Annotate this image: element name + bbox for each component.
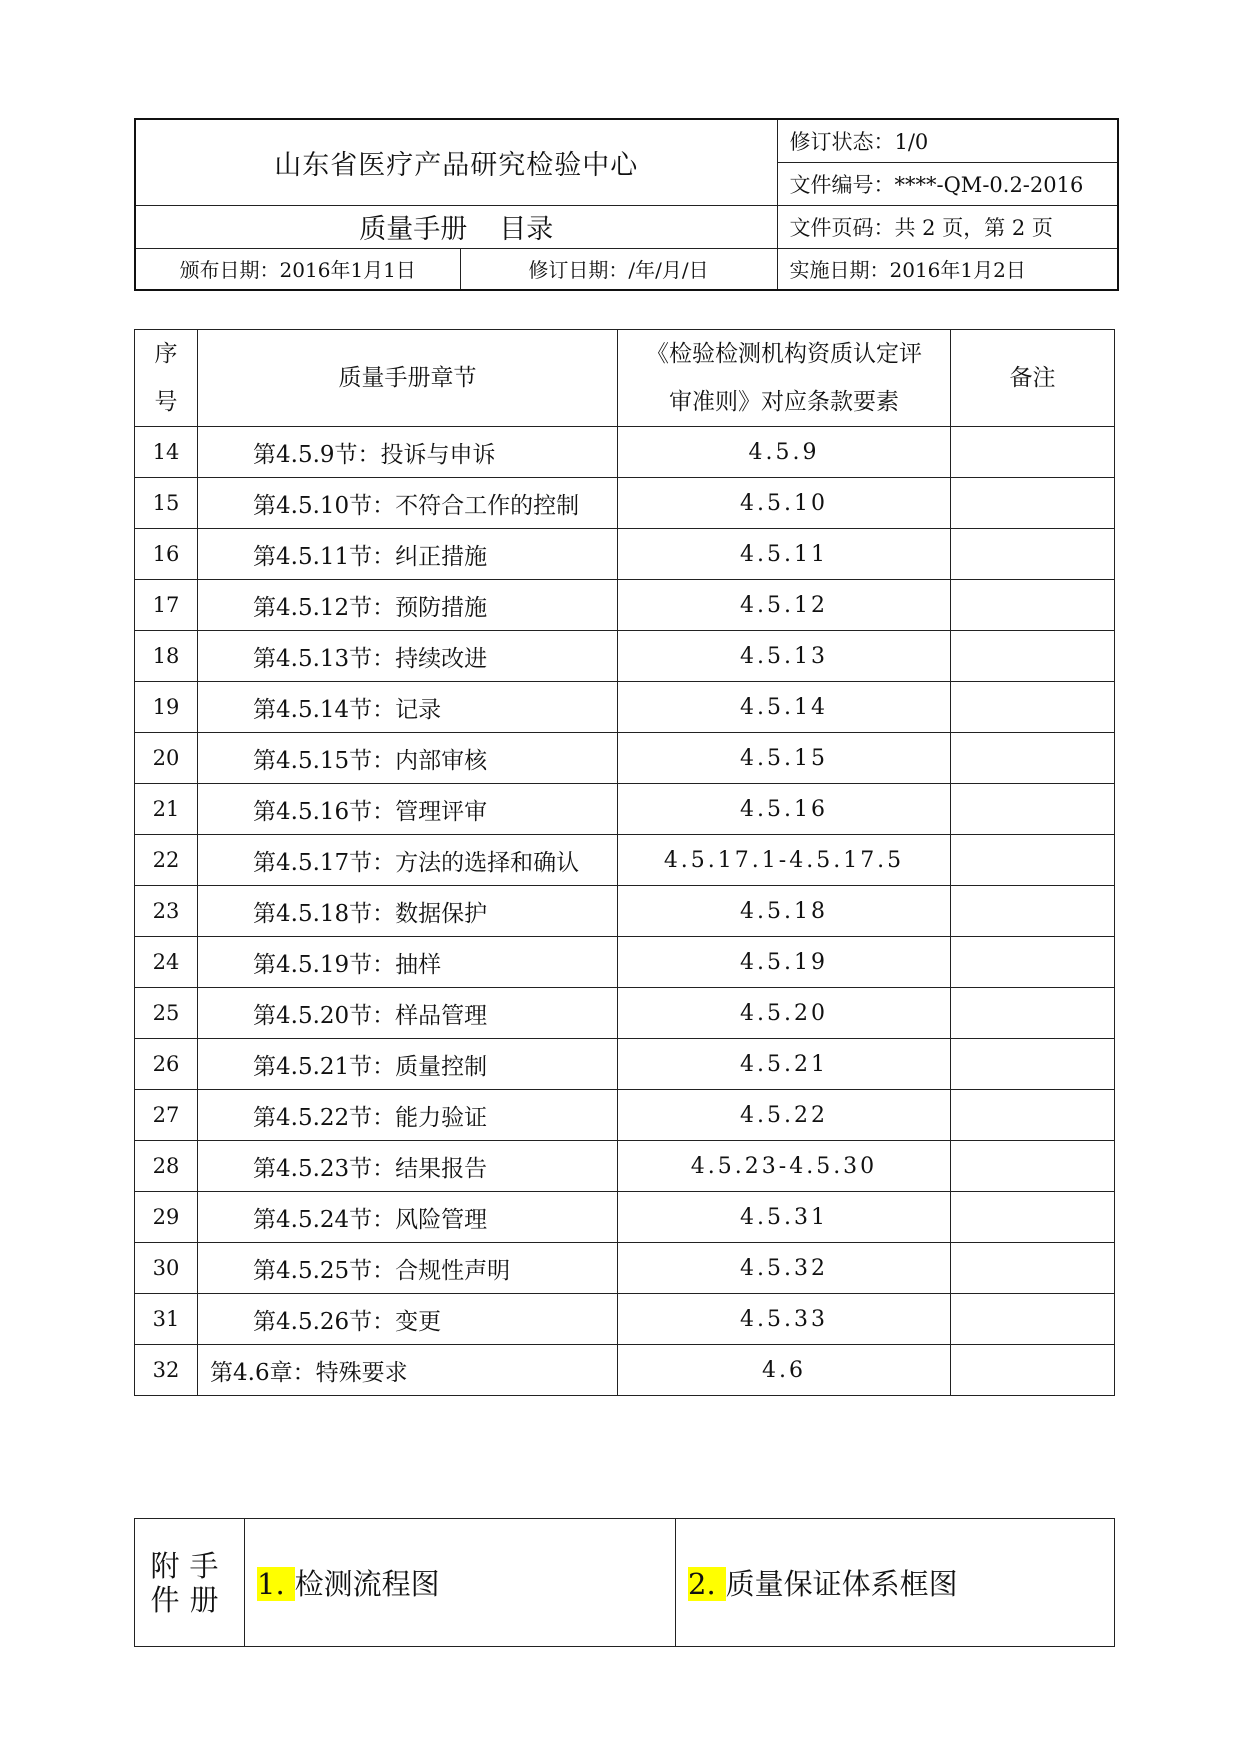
row-section-title: 第4.5.20节：样品管理 bbox=[198, 988, 618, 1039]
table-row bbox=[135, 631, 1115, 682]
row-clause: 4.5.23-4.5.30 bbox=[618, 1141, 951, 1192]
row-clause: 4.5.21 bbox=[618, 1039, 951, 1090]
row-remark bbox=[951, 1192, 1115, 1243]
row-remark bbox=[951, 886, 1115, 937]
row-remark bbox=[951, 529, 1115, 580]
row-section-title: 第4.5.9节：投诉与申诉 bbox=[198, 427, 618, 478]
row-remark bbox=[951, 682, 1115, 733]
row-clause: 4.5.20 bbox=[618, 988, 951, 1039]
row-section-title: 第4.5.19节：抽样 bbox=[198, 937, 618, 988]
row-remark bbox=[951, 1141, 1115, 1192]
row-number: 26 bbox=[135, 1039, 198, 1090]
row-remark bbox=[951, 988, 1115, 1039]
row-section-title: 第4.5.21节：质量控制 bbox=[198, 1039, 618, 1090]
row-clause: 4.5.9 bbox=[618, 427, 951, 478]
page-info: 文件页码：共 2 页，第 2 页 bbox=[777, 205, 1118, 248]
table-row bbox=[135, 682, 1115, 733]
row-clause: 4.5.33 bbox=[618, 1294, 951, 1345]
row-section-title: 第4.5.26节：变更 bbox=[198, 1294, 618, 1345]
row-remark bbox=[951, 631, 1115, 682]
table-row bbox=[135, 1090, 1115, 1141]
row-clause: 4.5.15 bbox=[618, 733, 951, 784]
row-remark bbox=[951, 1345, 1115, 1396]
table-row bbox=[135, 835, 1115, 886]
table-row bbox=[135, 1192, 1115, 1243]
row-remark bbox=[951, 784, 1115, 835]
table-row bbox=[135, 529, 1115, 580]
appendix-label: 附手 件册 bbox=[135, 1519, 245, 1647]
table-row bbox=[135, 427, 1115, 478]
column-header-clause: 《检验检测机构资质认定评 审准则》对应条款要素 bbox=[618, 330, 951, 427]
table-row bbox=[135, 1243, 1115, 1294]
row-number: 27 bbox=[135, 1090, 198, 1141]
table-row bbox=[135, 478, 1115, 529]
column-header-remark: 备注 bbox=[951, 330, 1115, 427]
row-clause: 4.5.16 bbox=[618, 784, 951, 835]
appendix-item-title: 检测流程图 bbox=[294, 1567, 440, 1601]
row-remark bbox=[951, 1294, 1115, 1345]
table-row bbox=[135, 1294, 1115, 1345]
row-section-title: 第4.5.16节：管理评审 bbox=[198, 784, 618, 835]
row-number: 19 bbox=[135, 682, 198, 733]
row-section-title: 第4.5.13节：持续改进 bbox=[198, 631, 618, 682]
row-number: 28 bbox=[135, 1141, 198, 1192]
row-section-title: 第4.6章：特殊要求 bbox=[198, 1345, 618, 1396]
table-row bbox=[135, 1345, 1115, 1396]
effective-date: 实施日期：2016年1月2日 bbox=[777, 248, 1118, 290]
row-section-title: 第4.5.11节：纠正措施 bbox=[198, 529, 618, 580]
table-row bbox=[135, 733, 1115, 784]
revision-date: 修订日期：/年/月/日 bbox=[460, 248, 777, 290]
table-row bbox=[135, 1039, 1115, 1090]
organization-name: 山东省医疗产品研究检验中心 bbox=[135, 119, 777, 205]
row-remark bbox=[951, 427, 1115, 478]
document-title bbox=[135, 205, 777, 248]
column-header-section: 质量手册章节 bbox=[198, 330, 618, 427]
row-section-title: 第4.5.25节：合规性声明 bbox=[198, 1243, 618, 1294]
row-number: 20 bbox=[135, 733, 198, 784]
table-row bbox=[135, 784, 1115, 835]
table-row bbox=[135, 886, 1115, 937]
table-row bbox=[135, 937, 1115, 988]
row-remark bbox=[951, 580, 1115, 631]
row-section-title: 第4.5.22节：能力验证 bbox=[198, 1090, 618, 1141]
appendix-index-highlight: 1. bbox=[257, 1567, 295, 1601]
row-number: 23 bbox=[135, 886, 198, 937]
row-remark bbox=[951, 1243, 1115, 1294]
row-number: 16 bbox=[135, 529, 198, 580]
row-section-title: 第4.5.15节：内部审核 bbox=[198, 733, 618, 784]
table-row bbox=[135, 1141, 1115, 1192]
row-number: 29 bbox=[135, 1192, 198, 1243]
row-clause: 4.5.13 bbox=[618, 631, 951, 682]
row-section-title: 第4.5.18节：数据保护 bbox=[198, 886, 618, 937]
appendix-table bbox=[134, 1518, 1115, 1647]
row-clause: 4.5.10 bbox=[618, 478, 951, 529]
appendix-item-flowchart bbox=[245, 1519, 676, 1647]
issue-date: 颁布日期：2016年1月1日 bbox=[135, 248, 460, 290]
row-number: 24 bbox=[135, 937, 198, 988]
row-number: 18 bbox=[135, 631, 198, 682]
row-remark bbox=[951, 937, 1115, 988]
row-section-title: 第4.5.12节：预防措施 bbox=[198, 580, 618, 631]
row-clause: 4.5.31 bbox=[618, 1192, 951, 1243]
row-number: 30 bbox=[135, 1243, 198, 1294]
table-row bbox=[135, 580, 1115, 631]
row-clause: 4.6 bbox=[618, 1345, 951, 1396]
row-number: 22 bbox=[135, 835, 198, 886]
row-number: 15 bbox=[135, 478, 198, 529]
row-number: 31 bbox=[135, 1294, 198, 1345]
document-header bbox=[134, 118, 1119, 291]
row-section-title: 第4.5.17节：方法的选择和确认 bbox=[198, 835, 618, 886]
row-section-title: 第4.5.24节：风险管理 bbox=[198, 1192, 618, 1243]
row-clause: 4.5.14 bbox=[618, 682, 951, 733]
table-header-row bbox=[135, 330, 1115, 427]
row-clause: 4.5.19 bbox=[618, 937, 951, 988]
appendix-item-qa-diagram bbox=[676, 1519, 1115, 1647]
contents-table bbox=[134, 329, 1115, 1396]
row-clause: 4.5.11 bbox=[618, 529, 951, 580]
row-section-title: 第4.5.14节：记录 bbox=[198, 682, 618, 733]
revision-status: 修订状态：1/0 bbox=[777, 119, 1118, 162]
row-number: 25 bbox=[135, 988, 198, 1039]
row-remark bbox=[951, 478, 1115, 529]
row-clause: 4.5.32 bbox=[618, 1243, 951, 1294]
row-number: 17 bbox=[135, 580, 198, 631]
appendix-index-highlight: 2. bbox=[688, 1567, 726, 1601]
row-clause: 4.5.18 bbox=[618, 886, 951, 937]
appendix-item-title: 质量保证体系框图 bbox=[725, 1567, 958, 1601]
row-clause: 4.5.12 bbox=[618, 580, 951, 631]
row-remark bbox=[951, 733, 1115, 784]
file-number: 文件编号：****-QM-0.2-2016 bbox=[777, 162, 1118, 205]
row-number: 21 bbox=[135, 784, 198, 835]
document-title-sub: 目录 bbox=[499, 214, 554, 245]
row-section-title: 第4.5.23节：结果报告 bbox=[198, 1141, 618, 1192]
document-title-main: 质量手册 bbox=[359, 214, 468, 245]
row-number: 32 bbox=[135, 1345, 198, 1396]
table-row bbox=[135, 988, 1115, 1039]
row-clause: 4.5.22 bbox=[618, 1090, 951, 1141]
row-clause: 4.5.17.1-4.5.17.5 bbox=[618, 835, 951, 886]
column-header-no: 序 号 bbox=[135, 330, 198, 427]
row-remark bbox=[951, 1039, 1115, 1090]
row-number: 14 bbox=[135, 427, 198, 478]
row-section-title: 第4.5.10节：不符合工作的控制 bbox=[198, 478, 618, 529]
row-remark bbox=[951, 1090, 1115, 1141]
row-remark bbox=[951, 835, 1115, 886]
